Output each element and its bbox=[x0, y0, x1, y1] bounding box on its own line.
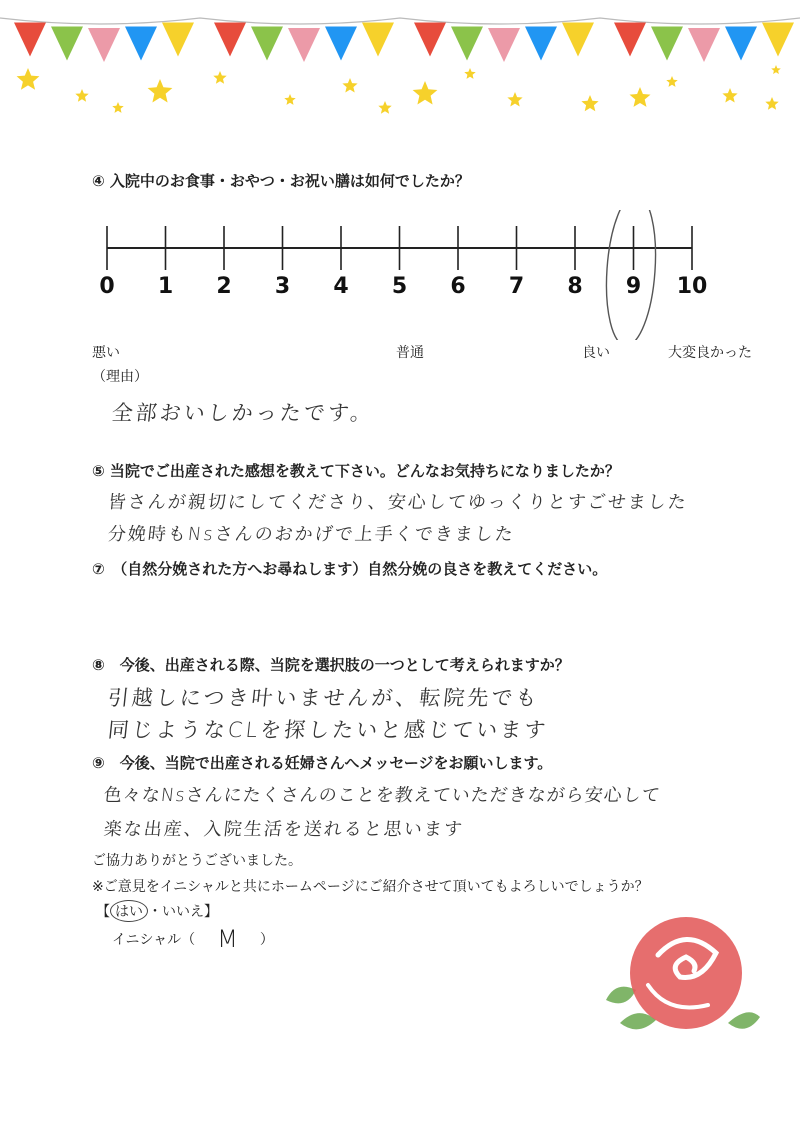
bunting-flag bbox=[51, 26, 83, 60]
star-icon bbox=[581, 95, 598, 111]
label-good: 良い bbox=[582, 345, 610, 361]
reason-label: （理由） bbox=[92, 369, 148, 385]
bunting-flag bbox=[451, 26, 483, 60]
star-icon bbox=[342, 78, 357, 93]
bunting-flag bbox=[414, 22, 446, 56]
bunting-flag bbox=[214, 22, 246, 56]
consent-options bbox=[96, 900, 218, 922]
consent-question: ※ご意見をイニシャルと共にホームページにご紹介させて頂いてもよろしいでしょうか？ bbox=[92, 879, 649, 895]
bunting-flag bbox=[562, 22, 594, 56]
option-no[interactable]: いいえ bbox=[162, 904, 204, 920]
label-normal: 普通 bbox=[396, 345, 424, 361]
q5-answer-line-1: 皆さんが親切にしてくださり、安心してゆっくりとすごせました bbox=[106, 492, 689, 513]
star-icon bbox=[413, 81, 438, 105]
bunting-flag bbox=[288, 28, 320, 62]
star-icon bbox=[17, 68, 40, 90]
q4-answer: 全部おいしかったです。 bbox=[110, 401, 376, 425]
header-banner bbox=[0, 0, 800, 130]
bracket-open: 【 bbox=[96, 904, 110, 920]
scale-tick-label[interactable]: 4 bbox=[333, 274, 349, 299]
q9-answer-line-1: 色々なNsさんにたくさんのことを教えていただきながら安心して bbox=[102, 785, 662, 806]
thanks-text: ご協力ありがとうございました。 bbox=[92, 853, 302, 869]
bunting-flag bbox=[362, 22, 394, 56]
q5-answer-line-2: 分娩時もNsさんのおかげで上手くできました bbox=[106, 524, 516, 545]
star-icon bbox=[666, 76, 677, 87]
bunting-flag bbox=[725, 26, 757, 60]
bunting-flag bbox=[688, 28, 720, 62]
star-icon bbox=[378, 101, 391, 114]
star-icon bbox=[75, 89, 88, 102]
star-icon bbox=[771, 65, 781, 74]
scale-tick-label[interactable]: 10 bbox=[676, 274, 708, 299]
star-icon bbox=[213, 71, 226, 84]
label-very-good: 大変良かった bbox=[668, 345, 752, 361]
scale-tick-label[interactable]: 3 bbox=[274, 274, 291, 299]
scale-tick-label[interactable]: 5 bbox=[391, 274, 408, 299]
leaf-right bbox=[728, 1012, 760, 1029]
bunting-flag bbox=[488, 28, 520, 62]
option-separator: ・ bbox=[148, 904, 162, 920]
question-8-title: ⑧ 今後、出産される際、当院を選択肢の一つとして考えられますか？ bbox=[92, 656, 570, 674]
bunting-flags bbox=[14, 22, 794, 62]
initial-value[interactable]: M bbox=[217, 925, 238, 953]
scale-tick-label[interactable]: 9 bbox=[625, 274, 642, 299]
initial-close: ） bbox=[259, 932, 274, 948]
bunting-flag bbox=[125, 26, 157, 60]
rose-bloom bbox=[630, 917, 742, 1029]
star-icon bbox=[722, 88, 737, 103]
q8-answer-line-2: 同じようなCLを探したいと感じています bbox=[106, 718, 550, 742]
star-icon bbox=[464, 68, 475, 79]
star-icon bbox=[112, 102, 123, 113]
bunting-flag bbox=[162, 22, 194, 56]
bunting-flag bbox=[325, 26, 357, 60]
bunting-flag bbox=[614, 22, 646, 56]
scale-tick-label[interactable]: 7 bbox=[508, 274, 525, 299]
question-9-title: ⑨ 今後、当院で出産される妊婦さんへメッセージをお願いします。 bbox=[92, 754, 553, 772]
scale-tick-label[interactable]: 8 bbox=[567, 274, 583, 299]
bunting-flag bbox=[525, 26, 557, 60]
stars-decoration bbox=[17, 65, 781, 114]
bunting-flag bbox=[88, 28, 120, 62]
leaf-left bbox=[606, 987, 636, 1004]
scale-tick-label[interactable]: 0 bbox=[99, 274, 115, 299]
bunting-flag bbox=[14, 22, 46, 56]
scale-tick-label[interactable]: 1 bbox=[157, 274, 174, 299]
bracket-close: 】 bbox=[204, 904, 218, 920]
rose-illustration bbox=[598, 905, 768, 1045]
star-icon bbox=[148, 79, 173, 103]
scale-tick-label[interactable]: 2 bbox=[216, 274, 232, 299]
star-icon bbox=[630, 87, 651, 107]
option-yes[interactable]: はい bbox=[110, 900, 148, 922]
initial-row bbox=[112, 925, 274, 953]
bunting-flag bbox=[651, 26, 683, 60]
star-icon bbox=[284, 94, 295, 105]
question-7-title: ⑦ （自然分娩された方へお尋ねします）自然分娩の良さを教えてください。 bbox=[92, 560, 608, 578]
bunting-flag bbox=[251, 26, 283, 60]
star-icon bbox=[765, 97, 778, 110]
scale-tick-label[interactable]: 6 bbox=[450, 274, 466, 299]
bunting-flag bbox=[762, 22, 794, 56]
star-icon bbox=[507, 92, 522, 107]
initial-label: イニシャル（ bbox=[112, 932, 196, 948]
q9-answer-line-2: 楽な出産、入院生活を送れると思います bbox=[102, 819, 465, 840]
q8-answer-line-1: 引越しにつき叶いませんが、転院先でも bbox=[106, 686, 541, 710]
bunting-string bbox=[0, 18, 800, 24]
question-5-title: ⑤ 当院でご出産された感想を教えて下さい。どんなお気持ちになりましたか？ bbox=[92, 462, 620, 480]
label-bad: 悪い bbox=[92, 345, 120, 361]
question-4-title: ④ 入院中のお食事・おやつ・お祝い膳は如何でしたか？ bbox=[92, 172, 470, 190]
